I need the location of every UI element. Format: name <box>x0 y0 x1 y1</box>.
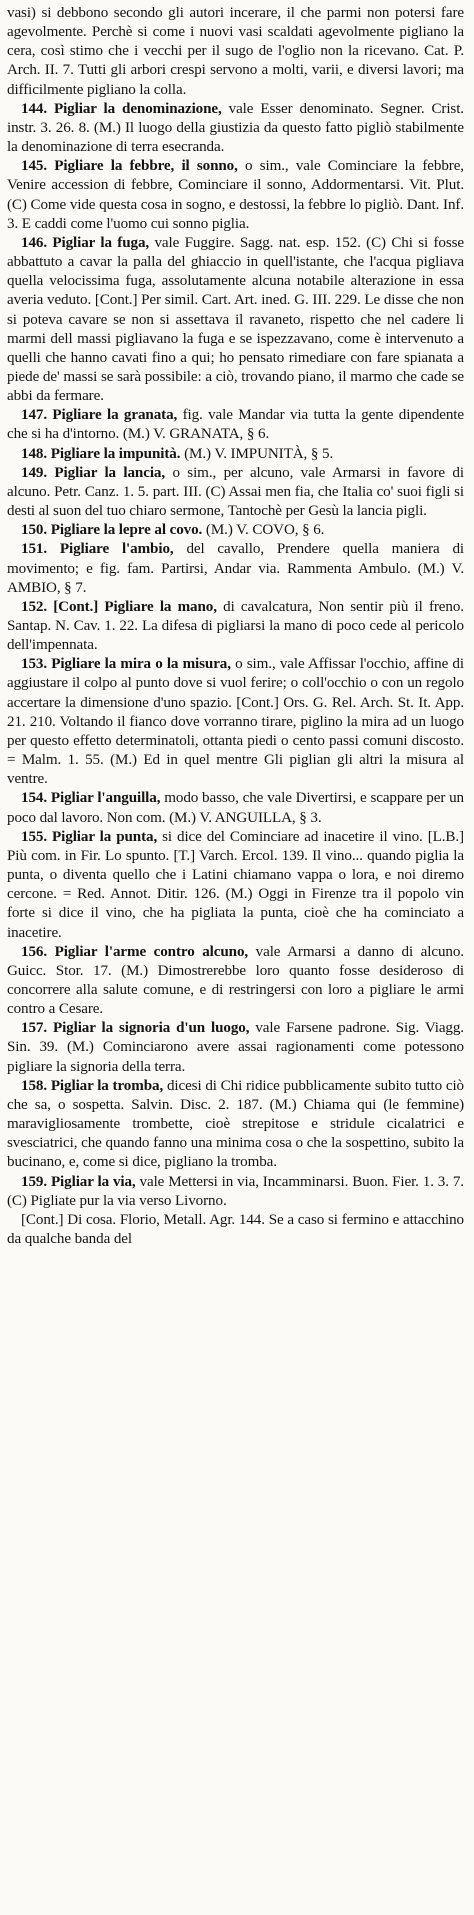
entry-lead <box>21 1078 163 1094</box>
entry-headword: Pigliare la impunità. <box>50 445 181 462</box>
entry-lead <box>21 656 231 672</box>
entry-text: si dice del Cominciare ad inacetire il vino. [L.B.] Più com. in Fir. Lo spunto. [T.] Varch. Ercol. 139. Il vino... quando piglia la punta, o diventa quello che i Latini chiamano vappa o lora, e noi diremo cercone. = Red. Annot. Ditir. 126. (M.) Oggi in Firenze tra il popolo vin forte si dice il vino, che ha pigliata la punta, cioè che ha cominciato a inacetire. <box>7 828 464 941</box>
entry-text: o sim., vale Cominciare la febbre, Venire accession di febbre, Cominciare il sonno, Addormentarsi. Vit. Plut. (C) Come vide questa cosa in sogno, e destossi, la febbre lo pigliò. Dant. Inf. 3. E caddi come l'uomo cui sonno piglia. <box>7 158 464 232</box>
entry-lead <box>21 944 248 960</box>
paragraph-text: vasi) si debbono secondo gli autori incerare, il che parmi non potersi fare agevolmente. Perchè si come i nuovi vasi scaldati agevolmente pigliano la cera, così stimo che i vecchi per il sugo de l'oglio non la ricevano. Cat. P. Arch. II. 7. Tutti gli arbori crespi servono a molti, varii, e diversi lavori; ma difficilmente pigliano la colla. <box>7 5 464 98</box>
entry-headword: Pigliar la denominazione, <box>53 100 222 117</box>
entry-text: [Cont.] Di cosa. Florio, Metall. Agr. 144. Se a caso si fermino e attacchino da qualche banda del <box>7 1211 464 1247</box>
entry-headword: [Cont.] Pigliare la mano, <box>53 598 217 615</box>
entry-headword: Pigliar la tromba, <box>50 1077 164 1094</box>
entry-text: del cavallo, Prendere quella maniera di movimento; e fig. fam. Partirsi, Andar via. Rammenta Ambulo. (M.) V. AMBIO, § 7. <box>7 541 464 596</box>
entry-headword: Pigliare l'ambio, <box>59 541 174 558</box>
entry-lead <box>21 158 238 174</box>
entry-lead <box>21 101 222 117</box>
entry-headword: Pigliar la punta, <box>52 828 158 845</box>
entry-headword: Pigliar l'anguilla, <box>50 790 161 807</box>
entry-lead <box>21 465 165 481</box>
entry-156 <box>7 943 464 1020</box>
entry-text: o sim., per alcuno, vale Armarsi in favore di alcuno. Petr. Canz. 1. 5. part. III. (C) Assai men fia, che Italia co' suoi figli si desti al suon del tuo chiaro sermone, Tantochè per Gesù la lancia pigli. <box>7 464 464 520</box>
entry-text: vale Farsene padrone. Sig. Viagg. Sin. 39. (M.) Cominciarono avere assai ragionamenti come potessono pigliare la signoria della terra. <box>7 1020 464 1075</box>
entry-157 <box>7 1019 464 1076</box>
entry-number: 147. <box>21 407 48 424</box>
entry-146 <box>7 234 464 406</box>
entry-159-continued <box>7 1211 464 1249</box>
entry-150 <box>7 521 464 540</box>
entry-headword: Pigliar l'arme contro alcuno, <box>54 943 249 960</box>
entry-number: 149. <box>21 464 48 481</box>
entry-headword: Pigliare la mira o la misura, <box>51 656 231 673</box>
entry-text: vale Mettersi in via, Incamminarsi. Buon. Fier. 1. 3. 7. (C) Pigliate pur la via verso Livorno. <box>7 1173 464 1209</box>
entry-152 <box>7 598 464 655</box>
entry-number: 152. <box>21 598 48 615</box>
entry-lead <box>21 829 157 845</box>
entry-text: dicesi di Chi ridice pubblicamente subito tutto ciò che sa, o sospetta. Salvin. Disc. 2. 187. (M.) Chiama qui (le femmine) maravigliosamente trombette, cioè strepitose e stridule cicalatrici e svesciatrici, che quando fanno una minima cosa o che la sospettino, subito la bucinano, e, come si dice, pigliano la tromba. <box>7 1077 464 1171</box>
entry-number: 154. <box>21 790 48 807</box>
entry-text: vale Armarsi a danno di alcuno. Guicc. Stor. 17. (M.) Dimostrerebbe loro quanto fosse desideroso di concorrere alla salute comune, e di restringersi con loro a pigliare le armi contro a Cesare. <box>7 943 464 1018</box>
entry-147 <box>7 406 464 444</box>
entry-number: 150. <box>21 522 48 539</box>
entry-lead <box>21 446 180 462</box>
entry-number: 144. <box>21 100 48 117</box>
entry-lead <box>21 599 217 615</box>
entry-number: 158. <box>21 1077 48 1094</box>
entry-text: vale Esser denominato. Segner. Crist. instr. 3. 26. 8. (M.) Il luogo della giustizia da questo fatto pigliò stabilmente la denominazione di terra esecranda. <box>7 100 464 156</box>
entry-lead <box>21 407 177 423</box>
entry-number: 156. <box>21 943 48 960</box>
entry-text: modo basso, che vale Divertirsi, e scappare per un poco dal lavoro. Non com. (M.) V. ANGUILLA, § 3. <box>7 790 464 826</box>
entry-lead <box>21 235 149 251</box>
entry-159 <box>7 1173 464 1211</box>
entry-151 <box>7 540 464 597</box>
entry-149 <box>7 464 464 521</box>
entry-headword: Pigliare la febbre, il sonno, <box>54 158 238 175</box>
entry-145 <box>7 157 464 234</box>
paragraph-continuation <box>7 4 464 100</box>
text-column <box>7 4 464 1249</box>
entry-text: fig. vale Mandar via tutta la gente dipendente che si ha d'intorno. (M.) V. GRANATA, § 6. <box>7 407 465 443</box>
entry-lead <box>21 1020 249 1036</box>
entry-number: 157. <box>21 1020 48 1037</box>
entry-number: 153. <box>21 656 48 673</box>
entry-number: 145. <box>21 158 48 175</box>
entry-158 <box>7 1077 464 1173</box>
entry-number: 155. <box>21 828 48 845</box>
entry-headword: Pigliar la via, <box>50 1173 136 1190</box>
entry-155 <box>7 828 464 943</box>
entry-144 <box>7 100 464 157</box>
entry-headword: Pigliar la signoria d'un luogo, <box>52 1020 250 1037</box>
entry-headword: Pigliare la lepre al covo. <box>50 522 203 539</box>
entry-number: 151. <box>21 541 48 558</box>
entry-153 <box>7 655 464 789</box>
entry-154 <box>7 789 464 827</box>
entry-headword: Pigliar la fuga, <box>52 234 150 251</box>
entry-text: (M.) V. COVO, § 6. <box>205 522 325 539</box>
entry-text: vale Fuggire. Sagg. nat. esp. 152. (C) Chi si fosse abbattuto a cavar la palla del ghiaccio in quell'istante, che l'acqua pigliava quella velocissima fuga, assolutamente alcuna notabile alterazione in essa averia veduto. [Cont.] Per simil. Cart. Art. ined. G. III. 229. Le disse che non si poteva cavare se non si assettava il ravaneto, rispetto che nel cadere li marmi dell massi pigliavano la fuga e se ispezzavano, come è intervenuto a quelli che hanno cavati fino a qui; ho pensato rimediare con fare spianata a piede de' massi se sarà possibile: a ciò, trovando piano, il marmo che cade se abbi da fermare. <box>7 234 464 405</box>
entry-text: o sim., vale Affissar l'occhio, affine di aggiustare il colpo al punto dove si vuol ferire; o coll'occhio o con un regolo accertare la dimensione d'uno spazio. [Cont.] Ors. G. Rel. Arch. St. It. App. 21. 210. Voltando il fianco dove vorranno tirare, piglino la mira ad un luogo per questo effetto determinatoli, ottanta piedi o cento passi comuni discosto. = Malm. 1. 55. (M.) Ed in quel mentre Gli piglian gli altri la misura al ventre. <box>7 656 464 788</box>
entry-number: 146. <box>21 234 48 251</box>
entry-lead <box>21 541 174 557</box>
entry-headword: Pigliar la lancia, <box>54 464 166 481</box>
entry-lead <box>21 1174 136 1190</box>
entry-text: (M.) V. IMPUNITÀ, § 5. <box>184 445 334 462</box>
entry-number: 159. <box>21 1173 48 1190</box>
entry-text: di cavalcatura, Non sentir più il freno. Santap. N. Cav. 1. 22. La difesa di pigliarsi la mano di poco cede al pericolo dell'impennata. <box>7 598 464 654</box>
entry-lead <box>21 790 160 806</box>
entry-148 <box>7 445 464 464</box>
entry-headword: Pigliare la granata, <box>52 407 178 424</box>
entry-lead <box>21 522 202 538</box>
entry-number: 148. <box>21 445 48 462</box>
